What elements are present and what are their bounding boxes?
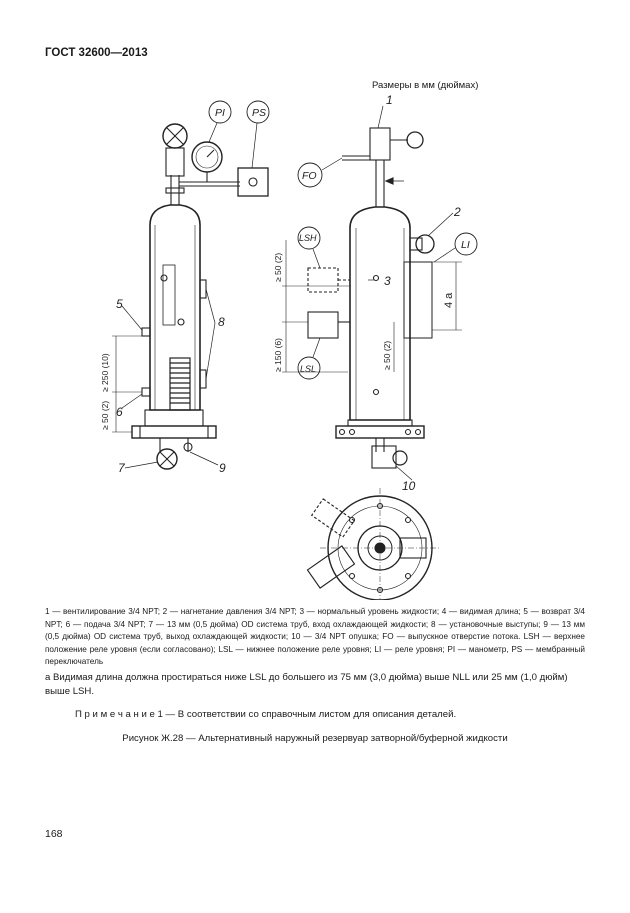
callout-li: LI xyxy=(461,239,470,251)
callout-lsh: LSH xyxy=(299,233,317,243)
document-header: ГОСТ 32600—2013 xyxy=(45,47,148,59)
note: П р и м е ч а н и е 1 — В соответствии со справочным листом для описания деталей. xyxy=(75,709,457,720)
callout-10: 10 xyxy=(402,479,416,493)
callout-5: 5 xyxy=(116,297,123,311)
dim-50-lsh: ≥ 50 (2) xyxy=(273,252,283,282)
callout-8: 8 xyxy=(218,315,225,329)
plan-view xyxy=(307,488,440,600)
callout-lsl: LSL xyxy=(300,364,317,374)
callout-2: 2 xyxy=(454,205,461,219)
dim-50-left: ≥ 50 (2) xyxy=(100,400,110,430)
dim-250: ≥ 250 (10) xyxy=(100,353,110,392)
callout-fo: FO xyxy=(302,170,317,182)
legend-text: 1 — вентилирование 3/4 NPT; 2 — нагнетание давления 3/4 NPT; 3 — нормальный уровень жидкости; 4 — видимая длина; 5 — возврат 3/4 NPT; 6 — подача 3/4 NPT; 7 — 13 мм (0,5 дюйма) OD система труб, вход охлаждающей жидкости; 8 — установочные выступы; 9 — 13 мм (0,5 дюйма) OD система труб, выход охлаждающей жидкости; 10 — 3/4 NPT опушка; FO — выпускное отверстие потока. LSH — верхнее положение реле уровня (если согласовано); LSL — нижнее положение реле уровня; LI — реле уровня; PI — манометр, PS — мембранный переключатель xyxy=(45,607,585,667)
callout-pi: PI xyxy=(215,107,225,119)
figure-caption: Рисунок Ж.28 — Альтернативный наружный резервуар затворной/буферной жидкости xyxy=(122,733,508,744)
figure-legend xyxy=(45,606,585,669)
footnote: а Видимая длина должна простираться ниже LSL до большего из 75 мм (3,0 дюйма) выше NLL или 25 мм (1,0 дюйм) выше LSH. xyxy=(45,672,568,697)
left-reservoir-view xyxy=(112,101,269,469)
callout-ps: PS xyxy=(252,107,267,119)
callout-9: 9 xyxy=(219,461,226,475)
callout-7: 7 xyxy=(118,461,125,475)
callout-6: 6 xyxy=(116,405,123,419)
dim-50-lsl: ≥ 50 (2) xyxy=(382,340,392,370)
dim-visible-length: 4 а xyxy=(443,292,455,308)
callout-3: 3 xyxy=(384,274,391,288)
units-note: Размеры в мм (дюймах) xyxy=(372,80,479,91)
dim-150: ≥ 150 (6) xyxy=(273,338,283,372)
page-number: 168 xyxy=(45,828,63,840)
callout-1: 1 xyxy=(386,93,393,107)
